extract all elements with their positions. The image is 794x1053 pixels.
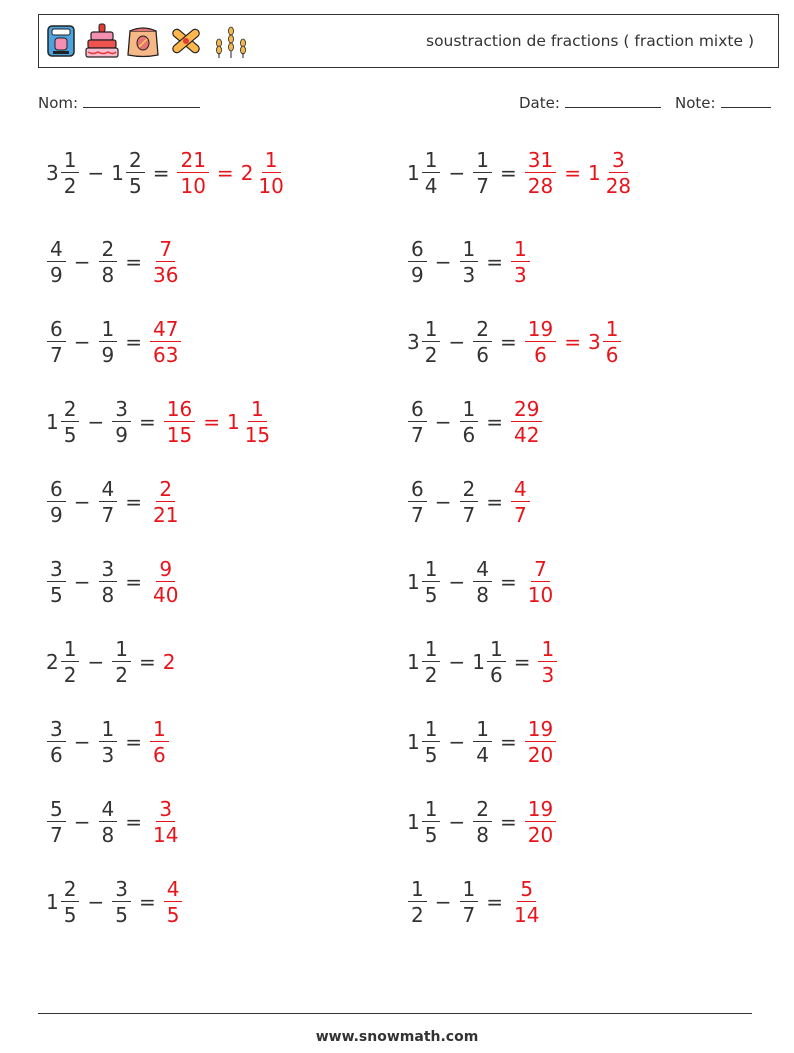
equals-sign: = <box>125 490 142 514</box>
answer <box>163 399 274 445</box>
equals-sign: = <box>125 810 142 834</box>
subtrahend-fraction <box>112 399 131 445</box>
answer-numerator: 1 <box>511 239 530 262</box>
answer-fraction <box>150 719 169 765</box>
answer-numerator: 19 <box>525 799 556 822</box>
minuend-fraction <box>47 719 66 765</box>
answer-fraction <box>525 150 556 196</box>
answer-numerator: 7 <box>531 559 550 582</box>
equals-sign: = <box>125 730 142 754</box>
answer <box>149 239 182 285</box>
subtrahend-numerator: 1 <box>487 639 506 662</box>
answer-denominator: 36 <box>153 263 179 287</box>
minus-sign: − <box>73 250 91 274</box>
minuend-whole: 3 <box>46 161 59 185</box>
answer <box>524 559 557 605</box>
subtrahend-denominator: 6 <box>462 423 476 447</box>
minuend-whole: 1 <box>407 730 420 754</box>
minuend-whole: 3 <box>407 330 420 354</box>
subtrahend-denominator: 7 <box>476 174 489 198</box>
subtrahend-denominator: 3 <box>101 743 115 767</box>
answer <box>149 799 182 845</box>
answer <box>163 650 177 674</box>
problem-11 <box>46 551 182 613</box>
answer-denominator: 28 <box>527 174 554 198</box>
problem-18 <box>407 791 557 853</box>
answer-equals-sign: = <box>216 161 234 185</box>
answer-denominator: 5 <box>166 903 180 927</box>
answer-numerator: 29 <box>511 399 542 422</box>
minus-sign: − <box>434 890 452 914</box>
worksheet-title: soustraction de fractions ( fraction mixte ) <box>426 32 754 50</box>
minuend-fraction <box>422 319 441 365</box>
answer-numerator: 7 <box>156 239 175 262</box>
problem-3 <box>46 231 182 293</box>
subtrahend-fraction <box>99 799 118 845</box>
answer-numerator: 19 <box>525 319 556 342</box>
answer-fraction <box>150 479 181 525</box>
equals-sign: = <box>499 730 517 754</box>
equals-sign: = <box>138 650 156 674</box>
minuend-fraction <box>422 719 441 765</box>
subtrahend-numerator: 3 <box>99 559 118 582</box>
minuend-numerator: 1 <box>422 319 441 342</box>
problem-12 <box>407 551 557 613</box>
equals-sign: = <box>125 250 142 274</box>
answer-numerator: 47 <box>150 319 181 342</box>
answer-mixed-fraction <box>242 399 273 445</box>
problem-1 <box>46 142 288 204</box>
subtrahend-numerator: 2 <box>460 479 479 502</box>
subtrahend-whole: 1 <box>111 161 124 185</box>
subtrahend-numerator: 4 <box>99 799 118 822</box>
problem-13 <box>46 631 176 693</box>
subtrahend-numerator: 2 <box>473 319 492 342</box>
answer-numerator: 1 <box>538 639 557 662</box>
subtrahend-denominator: 2 <box>115 663 128 687</box>
name-label: Nom: <box>38 94 79 112</box>
minuend-fraction <box>61 399 80 445</box>
answer-mixed-denominator: 15 <box>244 423 271 447</box>
minus-sign: − <box>434 410 452 434</box>
answer-fraction <box>164 399 195 445</box>
subtrahend-fraction <box>126 150 145 196</box>
minuend-numerator: 6 <box>408 399 427 422</box>
answer-equals-sign: = <box>564 330 581 354</box>
minuend-whole: 1 <box>407 810 420 834</box>
subtrahend-numerator: 1 <box>460 239 479 262</box>
minuend-denominator: 5 <box>50 583 63 607</box>
minus-sign: − <box>434 250 452 274</box>
answer-numerator: 21 <box>177 150 208 173</box>
minuend-numerator: 1 <box>422 150 441 173</box>
subtrahend-denominator: 7 <box>462 903 476 927</box>
subtrahend-fraction <box>99 479 118 525</box>
minuend-numerator: 3 <box>47 559 66 582</box>
answer <box>149 719 170 765</box>
answer <box>537 639 558 685</box>
answer-fraction <box>177 150 208 196</box>
equals-sign: = <box>499 810 517 834</box>
answer-denominator: 40 <box>153 583 179 607</box>
minuend-numerator: 1 <box>422 799 441 822</box>
minuend-fraction <box>47 799 66 845</box>
answer-fraction <box>511 479 530 525</box>
minus-sign: − <box>73 570 91 594</box>
answer-mixed-whole: 2 <box>240 161 254 185</box>
answer-mixed-denominator: 10 <box>258 174 284 198</box>
subtrahend-denominator: 6 <box>476 343 489 367</box>
answer-mixed-fraction <box>255 150 286 196</box>
subtrahend-fraction <box>460 239 479 285</box>
answer-denominator: 14 <box>514 903 540 927</box>
problem-6 <box>407 311 622 373</box>
minuend-numerator: 1 <box>408 879 427 902</box>
answer-mixed-whole: 3 <box>587 330 601 354</box>
problem-2 <box>407 142 635 204</box>
minuend-denominator: 5 <box>424 743 438 767</box>
answer-fraction <box>150 799 181 845</box>
minuend-denominator: 2 <box>411 903 424 927</box>
minuend-whole: 1 <box>46 890 59 914</box>
answer-fraction <box>164 879 183 925</box>
answer-fraction <box>511 879 542 925</box>
answer <box>510 239 531 285</box>
minuend-numerator: 3 <box>47 719 66 742</box>
answer-numerator: 19 <box>525 719 556 742</box>
minuend-whole: 1 <box>46 410 59 434</box>
answer-numerator: 16 <box>164 399 195 422</box>
answer-denominator: 21 <box>153 503 179 527</box>
subtrahend-denominator: 9 <box>115 423 128 447</box>
answer-denominator: 6 <box>534 343 547 367</box>
subtrahend-whole: 1 <box>472 650 485 674</box>
minus-sign: − <box>73 810 91 834</box>
equals-sign: = <box>486 410 503 434</box>
minuend-denominator: 5 <box>63 903 77 927</box>
subtrahend-denominator: 4 <box>476 743 489 767</box>
answer-denominator: 10 <box>527 583 554 607</box>
minuend-denominator: 6 <box>50 743 63 767</box>
subtrahend-denominator: 9 <box>101 343 115 367</box>
minuend-denominator: 2 <box>424 343 438 367</box>
subtrahend-numerator: 2 <box>473 799 492 822</box>
minus-sign: − <box>87 650 105 674</box>
minuend-denominator: 2 <box>424 663 438 687</box>
subtrahend-fraction <box>473 150 492 196</box>
subtrahend-fraction <box>473 799 492 845</box>
subtrahend-numerator: 1 <box>99 719 118 742</box>
minuend-denominator: 2 <box>63 663 77 687</box>
minus-sign: − <box>434 490 452 514</box>
subtrahend-numerator: 4 <box>99 479 118 502</box>
minuend-fraction <box>47 319 66 365</box>
minuend-numerator: 6 <box>47 319 66 342</box>
minuend-denominator: 5 <box>424 823 438 847</box>
minuend-whole: 1 <box>407 570 420 594</box>
minuend-denominator: 7 <box>411 423 424 447</box>
answer-mixed-denominator: 6 <box>605 343 619 367</box>
equals-sign: = <box>499 330 517 354</box>
subtrahend-fraction <box>99 559 118 605</box>
minuend-denominator: 2 <box>63 174 77 198</box>
date-label: Date: <box>519 94 560 112</box>
answer-equals-sign: = <box>203 410 220 434</box>
answer-denominator: 6 <box>153 743 166 767</box>
subtrahend-numerator: 3 <box>112 879 131 902</box>
subtrahend-denominator: 8 <box>101 583 115 607</box>
subtrahend-fraction <box>99 239 118 285</box>
minuend-numerator: 5 <box>47 799 66 822</box>
subtrahend-fraction <box>460 879 479 925</box>
minuend-fraction <box>61 150 80 196</box>
equals-sign: = <box>152 161 170 185</box>
minuend-numerator: 1 <box>61 639 80 662</box>
answer-denominator: 10 <box>180 174 206 198</box>
answer-denominator: 7 <box>514 503 527 527</box>
answer-equals-sign: = <box>564 161 581 185</box>
answer-numerator: 4 <box>511 479 530 502</box>
answer-mixed-fraction <box>603 319 622 365</box>
answer-denominator: 63 <box>153 343 179 367</box>
minuend-fraction <box>61 879 80 925</box>
answer-fraction <box>150 319 181 365</box>
minus-sign: − <box>448 810 466 834</box>
problem-20 <box>407 871 543 933</box>
equals-sign: = <box>125 570 142 594</box>
problem-10 <box>407 471 531 533</box>
problem-8 <box>407 391 543 453</box>
subtrahend-numerator: 1 <box>460 399 479 422</box>
minuend-denominator: 4 <box>424 174 438 198</box>
answer-mixed-whole: 1 <box>226 410 240 434</box>
answer-denominator: 20 <box>527 823 554 847</box>
minuend-whole: 1 <box>407 161 420 185</box>
minuend-fraction <box>47 559 66 605</box>
answer-denominator: 15 <box>166 423 193 447</box>
minuend-numerator: 1 <box>422 559 441 582</box>
minuend-numerator: 2 <box>61 399 80 422</box>
answer-denominator: 14 <box>153 823 179 847</box>
subtrahend-denominator: 8 <box>101 823 115 847</box>
equals-sign: = <box>138 410 156 434</box>
subtrahend-denominator: 7 <box>462 503 476 527</box>
answer <box>149 319 182 365</box>
answer <box>510 879 543 925</box>
minuend-fraction <box>422 639 441 685</box>
answer-denominator: 42 <box>514 423 540 447</box>
footer-url: www.snowmath.com <box>315 1029 479 1045</box>
subtrahend-numerator: 1 <box>112 639 131 662</box>
answer <box>524 799 557 845</box>
answer-numerator: 3 <box>156 799 175 822</box>
answer <box>524 719 557 765</box>
minus-sign: − <box>448 650 466 674</box>
minuend-fraction <box>422 150 441 196</box>
subtrahend-denominator: 6 <box>489 663 503 687</box>
answer-fraction <box>150 559 181 605</box>
minus-sign: − <box>87 890 105 914</box>
minuend-fraction <box>408 479 427 525</box>
answer-denominator: 3 <box>514 263 527 287</box>
minuend-fraction <box>408 239 427 285</box>
subtrahend-fraction <box>112 639 131 685</box>
subtrahend-denominator: 5 <box>128 174 142 198</box>
equals-sign: = <box>486 490 503 514</box>
minuend-fraction <box>422 799 441 845</box>
answer-numerator: 1 <box>150 719 169 742</box>
answer <box>149 479 182 525</box>
minuend-fraction <box>408 399 427 445</box>
subtrahend-fraction <box>460 479 479 525</box>
subtrahend-denominator: 7 <box>101 503 115 527</box>
subtrahend-denominator: 8 <box>476 823 489 847</box>
answer-mixed-whole: 1 <box>587 161 601 185</box>
minuend-whole: 2 <box>46 650 59 674</box>
minuend-numerator: 1 <box>422 719 441 742</box>
minuend-fraction <box>408 879 427 925</box>
minuend-fraction <box>422 559 441 605</box>
problem-17 <box>46 791 182 853</box>
answer-fraction <box>525 719 556 765</box>
minus-sign: − <box>448 161 466 185</box>
minuend-numerator: 2 <box>61 879 80 902</box>
minuend-numerator: 4 <box>47 239 66 262</box>
answer <box>176 150 287 196</box>
minus-sign: − <box>448 330 466 354</box>
problem-15 <box>46 711 170 773</box>
minus-sign: − <box>448 730 466 754</box>
answer-fraction <box>525 799 556 845</box>
problem-7 <box>46 391 274 453</box>
subtrahend-numerator: 1 <box>460 879 479 902</box>
subtrahend-numerator: 3 <box>112 399 131 422</box>
minuend-fraction <box>61 639 80 685</box>
problem-5 <box>46 311 182 373</box>
problem-14 <box>407 631 558 693</box>
minus-sign: − <box>73 490 91 514</box>
equals-sign: = <box>125 330 142 354</box>
subtrahend-numerator: 1 <box>99 319 118 342</box>
subtrahend-fraction <box>112 879 131 925</box>
problem-9 <box>46 471 182 533</box>
minuend-denominator: 7 <box>411 503 424 527</box>
answer-numerator: 31 <box>525 150 556 173</box>
answer-fraction <box>511 399 542 445</box>
minus-sign: − <box>73 730 91 754</box>
problem-19 <box>46 871 183 933</box>
subtrahend-fraction <box>460 399 479 445</box>
equals-sign: = <box>486 250 503 274</box>
subtrahend-fraction <box>473 719 492 765</box>
subtrahend-denominator: 8 <box>101 263 115 287</box>
answer-numerator: 2 <box>156 479 175 502</box>
minuend-denominator: 7 <box>50 823 63 847</box>
minuend-denominator: 5 <box>63 423 77 447</box>
answer-mixed-fraction <box>603 150 634 196</box>
subtrahend-fraction <box>99 719 118 765</box>
minuend-numerator: 1 <box>422 639 441 662</box>
answer-denominator: 20 <box>527 743 554 767</box>
answer-fraction <box>525 319 556 365</box>
subtrahend-denominator: 8 <box>476 583 489 607</box>
subtrahend-denominator: 3 <box>462 263 476 287</box>
minuend-fraction <box>47 479 66 525</box>
equals-sign: = <box>486 890 503 914</box>
minuend-numerator: 6 <box>408 479 427 502</box>
minus-sign: − <box>87 410 105 434</box>
subtrahend-numerator: 1 <box>473 150 492 173</box>
minuend-numerator: 1 <box>61 150 80 173</box>
minuend-numerator: 6 <box>408 239 427 262</box>
answer-numerator: 9 <box>156 559 175 582</box>
minus-sign: − <box>87 161 105 185</box>
answer-mixed-denominator: 28 <box>605 174 632 198</box>
minuend-denominator: 9 <box>411 263 424 287</box>
answer-mixed-numerator: 3 <box>609 150 628 173</box>
subtrahend-numerator: 4 <box>473 559 492 582</box>
answer-fraction <box>538 639 557 685</box>
minuend-whole: 1 <box>407 650 420 674</box>
subtrahend-denominator: 5 <box>115 903 128 927</box>
subtrahend-fraction <box>99 319 118 365</box>
subtrahend-fraction <box>473 319 492 365</box>
score-label: Note: <box>675 94 716 112</box>
subtrahend-numerator: 2 <box>126 150 145 173</box>
footer-divider <box>38 1013 752 1014</box>
minuend-denominator: 7 <box>50 343 63 367</box>
minuend-denominator: 5 <box>424 583 438 607</box>
answer <box>524 150 635 196</box>
problem-4 <box>407 231 531 293</box>
minus-sign: − <box>448 570 466 594</box>
equals-sign: = <box>138 890 156 914</box>
answer-numerator: 5 <box>517 879 536 902</box>
equals-sign: = <box>499 161 517 185</box>
answer <box>149 559 182 605</box>
answer <box>524 319 623 365</box>
answer-mixed-numerator: 1 <box>603 319 622 342</box>
problem-16 <box>407 711 557 773</box>
subtrahend-fraction <box>487 639 506 685</box>
minuend-numerator: 6 <box>47 479 66 502</box>
subtrahend-numerator: 2 <box>99 239 118 262</box>
minuend-denominator: 9 <box>50 503 63 527</box>
subtrahend-fraction <box>473 559 492 605</box>
answer-fraction <box>511 239 530 285</box>
minuend-fraction <box>47 239 66 285</box>
answer <box>163 879 184 925</box>
answer-whole: 2 <box>162 650 176 674</box>
answer-mixed-numerator: 1 <box>262 150 281 173</box>
minuend-denominator: 9 <box>50 263 63 287</box>
answer-fraction <box>150 239 181 285</box>
equals-sign: = <box>513 650 531 674</box>
answer <box>510 399 543 445</box>
answer-fraction <box>525 559 556 605</box>
answer-numerator: 4 <box>164 879 183 902</box>
minus-sign: − <box>73 330 91 354</box>
subtrahend-numerator: 1 <box>473 719 492 742</box>
answer <box>510 479 531 525</box>
answer-mixed-numerator: 1 <box>248 399 267 422</box>
equals-sign: = <box>499 570 517 594</box>
answer-denominator: 3 <box>541 663 555 687</box>
